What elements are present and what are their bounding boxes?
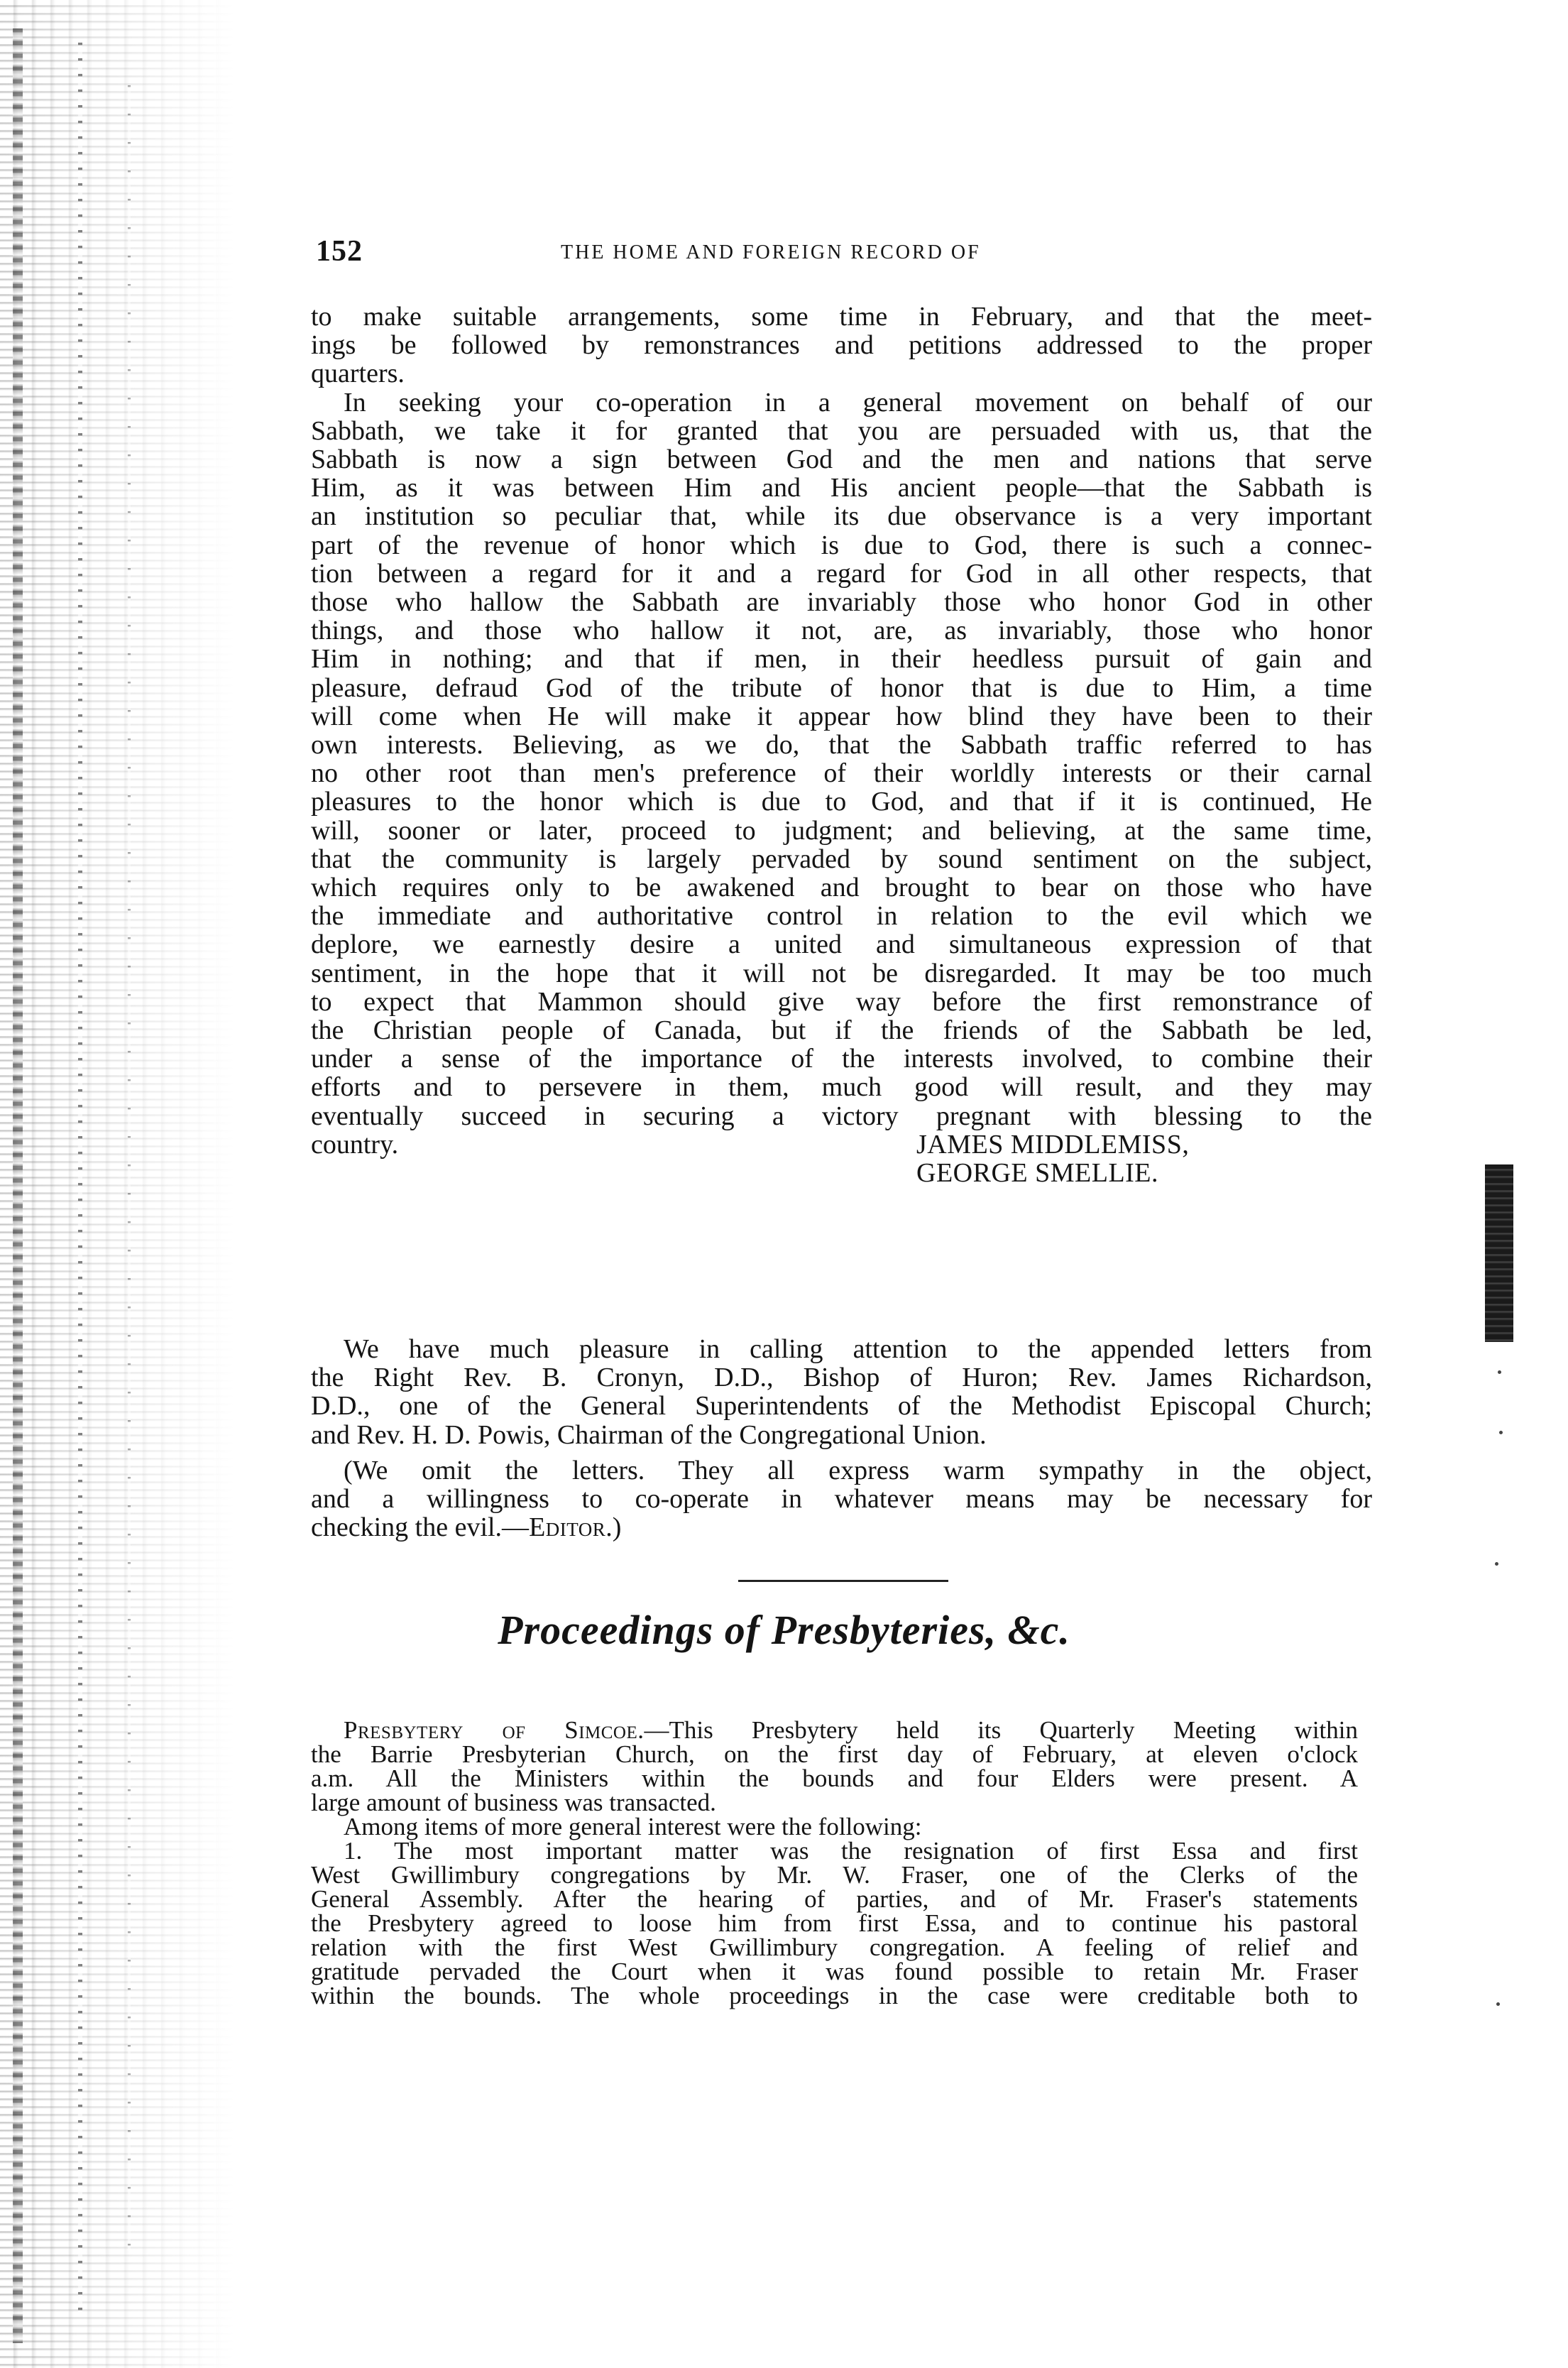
text-line: the immediate and authoritative control in relation to the evil which we <box>311 901 1372 932</box>
text-line: tion between a regard for it and a regard for God in all other respects, that <box>311 558 1372 589</box>
text-line: an institution so peculiar that, while its due observance is a very important <box>311 501 1372 532</box>
text-line: D.D., one of the General Superintendents of the Methodist Episcopal Church; <box>311 1391 1372 1422</box>
text-line: Sabbath, we take it for granted that you are persuaded with us, that the <box>311 415 1372 446</box>
text-line: We have much pleasure in calling attention to the appended letters from <box>344 1334 1372 1364</box>
text-line: Presbytery of Simcoe.—This Presbytery held its Quarterly Meeting within <box>344 1716 1358 1744</box>
text-line: part of the revenue of honor which is due to God, there is such a connec- <box>311 530 1372 560</box>
editorial-note <box>311 1335 1372 1542</box>
section-rule <box>738 1580 948 1582</box>
text-line: General Assembly. After the hearing of parties, and of Mr. Fraser's statements <box>311 1885 1358 1913</box>
text-line: quarters. <box>311 359 405 389</box>
text-line: the Christian people of Canada, but if the friends of the Sabbath be led, <box>311 1015 1372 1046</box>
closing-line <box>311 1130 1372 1159</box>
text-line: the Barrie Presbyterian Church, on the first day of February, at eleven o'clock <box>311 1740 1358 1768</box>
scan-speck <box>1496 2002 1500 2006</box>
text-line: a.m. All the Ministers within the bounds and four Elders were present. A <box>311 1764 1358 1792</box>
scan-margin-mark <box>1485 1164 1513 1342</box>
text-line: In seeking your co-operation in a general movement on behalf of our <box>344 387 1372 418</box>
section-heading: Proceedings of Presbyteries, &c. <box>498 1607 1070 1653</box>
text-line: efforts and to persevere in them, much good will result, and they may <box>311 1072 1372 1103</box>
binding-edge-strip <box>13 28 23 2343</box>
text-line: and a willingness to co-operate in whatever means may be necessary for <box>311 1484 1372 1515</box>
signature-name: GEORGE SMELLIE. <box>916 1157 1159 1188</box>
letter-body <box>311 302 1372 1187</box>
scan-speck <box>1495 1562 1498 1566</box>
page-number: 152 <box>316 235 363 268</box>
text-line: Sabbath is now a sign between God and the men and nations that serve <box>311 444 1372 475</box>
signature-name: JAMES MIDDLEMISS, <box>916 1129 1190 1160</box>
text-line: pleasure, defraud God of the tribute of honor that is due to Him, a time <box>311 672 1372 703</box>
text-line: eventually succeed in securing a victory pregnant with blessing to the <box>311 1101 1372 1131</box>
text-line: and Rev. H. D. Powis, Chairman of the Congregational Union. <box>311 1419 987 1450</box>
editor-credit: Editor <box>529 1512 606 1543</box>
text-line: ings be followed by remonstrances and petitions addressed to the proper <box>311 330 1372 361</box>
text-line: West Gwillimbury congregations by Mr. W. Fraser, one of the Clerks of the <box>311 1861 1358 1889</box>
text-line: the Right Rev. B. Cronyn, D.D., Bishop of Huron; Rev. James Richardson, <box>311 1363 1372 1393</box>
scan-speck <box>1498 1370 1501 1374</box>
text-line: which requires only to be awakened and brought to bear on those who have <box>311 873 1372 903</box>
text-line: under a sense of the importance of the interests involved, to combine their <box>311 1044 1372 1074</box>
text-line: within the bounds. The whole proceedings in the case were creditable both to <box>311 1982 1358 2009</box>
text-line: large amount of business was transacted. <box>311 1789 716 1816</box>
text-line: relation with the first West Gwillimbury congregation. A feeling of relief and <box>311 1933 1358 1961</box>
text-line: pleasures to the honor which is due to God, and that if it is continued, He <box>311 787 1372 817</box>
scan-speck <box>1499 1431 1503 1434</box>
text-line: checking the evil.—Editor.) <box>311 1512 622 1543</box>
text-line: no other root than men's preference of their worldly interests or their carnal <box>311 758 1372 789</box>
text-line: will come when He will make it appear how blind they have been to their <box>311 701 1372 731</box>
text-line: gratitude pervaded the Court when it was found possible to retain Mr. Fraser <box>311 1958 1358 1985</box>
text-line: 1. The most important matter was the resignation of first Essa and first <box>344 1837 1358 1865</box>
text-line: that the community is largely pervaded by sound sentiment on the subject, <box>311 844 1372 874</box>
binding-edge-strip <box>128 85 131 2251</box>
presbytery-name: Presbytery of Simcoe. <box>344 1716 645 1744</box>
text-line: (We omit the letters. They all express warm sympathy in the object, <box>344 1455 1372 1485</box>
text-line: to make suitable arrangements, some time in February, and that the meet- <box>311 302 1372 332</box>
text-line: Him, as it was between Him and His ancient people—that the Sabbath is <box>311 473 1372 503</box>
text-line: to expect that Mammon should give way before the first remonstrance of <box>311 986 1372 1017</box>
text-line: the Presbytery agreed to loose him from first Essa, and to continue his pastoral <box>311 1909 1358 1937</box>
text-line: sentiment, in the hope that it will not be disregarded. It may be too much <box>311 958 1372 988</box>
text-line: own interests. Believing, as we do, that the Sabbath traffic referred to has <box>311 730 1372 760</box>
text-line: things, and those who hallow it not, are, as invariably, those who honor <box>311 616 1372 646</box>
running-title: THE HOME AND FOREIGN RECORD OF <box>561 241 981 263</box>
text-line: deplore, we earnestly desire a united and simultaneous expression of that <box>311 929 1372 960</box>
text-line: those who hallow the Sabbath are invariably those who honor God in other <box>311 587 1372 618</box>
text-line: country. <box>311 1129 399 1160</box>
presbytery-report <box>311 1718 1358 2008</box>
text-line: Among items of more general interest were the following: <box>344 1813 922 1840</box>
binding-edge-strip <box>78 43 82 2315</box>
text-line: will, sooner or later, proceed to judgment; and believing, at the same time, <box>311 815 1372 846</box>
text-line: Him in nothing; and that if men, in their heedless pursuit of gain and <box>311 644 1372 675</box>
binding-edge-noise <box>0 0 234 2368</box>
